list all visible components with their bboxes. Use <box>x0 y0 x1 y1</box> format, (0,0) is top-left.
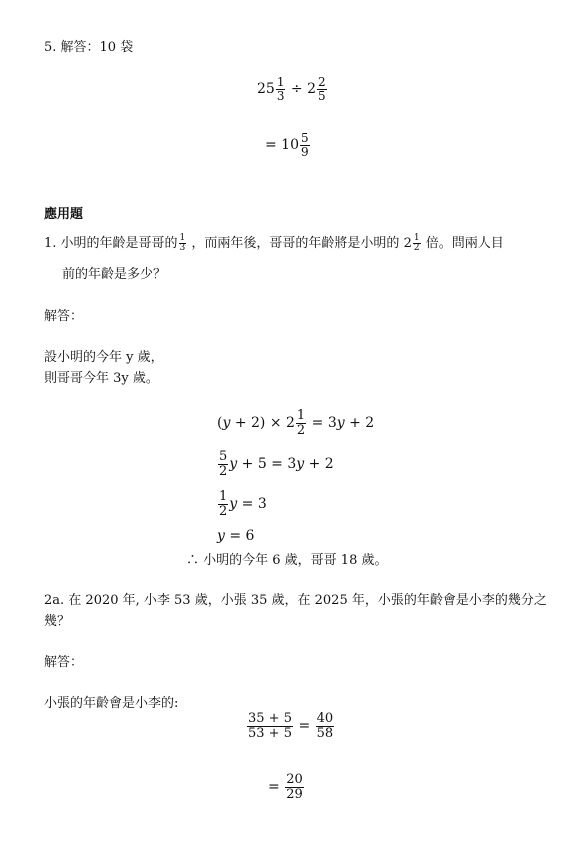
eq2-right: 𝑦 + 5 = 3𝑦 + 2 <box>229 456 334 473</box>
numerator: 2 <box>318 75 326 89</box>
q5-result-prefix: = 10 <box>265 137 299 154</box>
p1-question-line1 <box>44 232 504 253</box>
p1-question-part-b: ，而兩年後，哥哥的年齡將是小明的 <box>191 236 400 251</box>
denominator: 2 <box>219 463 228 479</box>
p2-question-line1: 2a. 在 2020 年, 小李 53 歲，小張 35 歲，在 2025 年，小張的年齡會是小李的幾分之 <box>44 593 547 608</box>
p2-equation-1 <box>246 712 335 740</box>
p1-equation-2 <box>217 450 334 478</box>
numerator: 1 <box>179 232 186 243</box>
numerator: 1 <box>276 75 285 89</box>
q5-expression <box>257 76 328 102</box>
numerator: 20 <box>286 772 303 787</box>
numerator: 5 <box>219 449 228 464</box>
p2-fraction-2 <box>316 712 335 740</box>
p1-question-part-a: 1. 小明的年齡是哥哥的 <box>44 236 178 251</box>
eq1-fraction <box>296 409 306 437</box>
denominator: 2 <box>413 243 420 253</box>
q5-operator: ÷ 2 <box>290 81 317 98</box>
eq1-right: = 3𝑦 + 2 <box>311 415 375 432</box>
p1-question-part-c: 倍。問兩人目 <box>425 236 504 251</box>
numerator: 1 <box>219 489 228 504</box>
q5-fraction-2 <box>317 76 327 102</box>
p1-equation-1 <box>217 409 374 437</box>
p1-answer-label: 解答： <box>44 309 84 324</box>
numerator: 40 <box>316 711 334 726</box>
q5-heading: 5. 解答：10 袋 <box>44 40 134 55</box>
p2-intro: 小張的年齡會是小李的: <box>44 696 179 711</box>
p1-fraction-1 <box>179 234 187 254</box>
p1-let-line1: 設小明的今年 y 歲， <box>44 350 164 365</box>
q5-result <box>265 132 311 158</box>
denominator: 9 <box>301 144 309 159</box>
eq1-left: (𝑦 + 2) × 2 <box>217 415 295 432</box>
p1-let-line2: 則哥哥今年 3y 歲。 <box>44 371 159 386</box>
numerator: 35 + 5 <box>248 711 292 726</box>
p1-equation-4: 𝑦 = 6 <box>217 528 255 544</box>
equals-sign: = <box>268 779 280 796</box>
numerator: 5 <box>301 131 309 145</box>
p1-question-line2: 前的年齡是多少？ <box>62 267 167 282</box>
denominator: 3 <box>276 88 285 103</box>
eq3-right: 𝑦 = 3 <box>229 496 267 513</box>
p1-fraction-2 <box>413 234 421 254</box>
denominator: 3 <box>179 243 186 253</box>
denominator: 29 <box>286 786 303 802</box>
p1-conclusion: ∴ 小明的今年 6 歲，哥哥 18 歲。 <box>186 553 388 568</box>
p2-final-fraction <box>285 773 304 801</box>
q5-whole: 25 <box>257 81 275 98</box>
denominator: 5 <box>318 88 326 103</box>
p2-fraction-1 <box>247 712 293 740</box>
p2-final <box>268 773 305 801</box>
q5-fraction-1 <box>276 76 286 102</box>
eq3-fraction <box>218 490 228 518</box>
numerator: 1 <box>296 408 306 423</box>
p2-question-line2: 幾？ <box>44 614 71 629</box>
numerator: 1 <box>413 232 420 243</box>
q5-result-fraction <box>300 132 310 158</box>
equals-sign: = <box>298 718 311 735</box>
denominator: 2 <box>296 422 306 438</box>
p1-equation-3 <box>217 490 267 518</box>
denominator: 58 <box>316 725 334 741</box>
denominator: 2 <box>219 503 228 519</box>
section-title: 應用題 <box>44 207 84 222</box>
eq2-fraction <box>218 450 228 478</box>
p1-mixed-whole: 2 <box>403 236 412 251</box>
p2-answer-label: 解答： <box>44 655 84 670</box>
denominator: 53 + 5 <box>248 725 292 741</box>
